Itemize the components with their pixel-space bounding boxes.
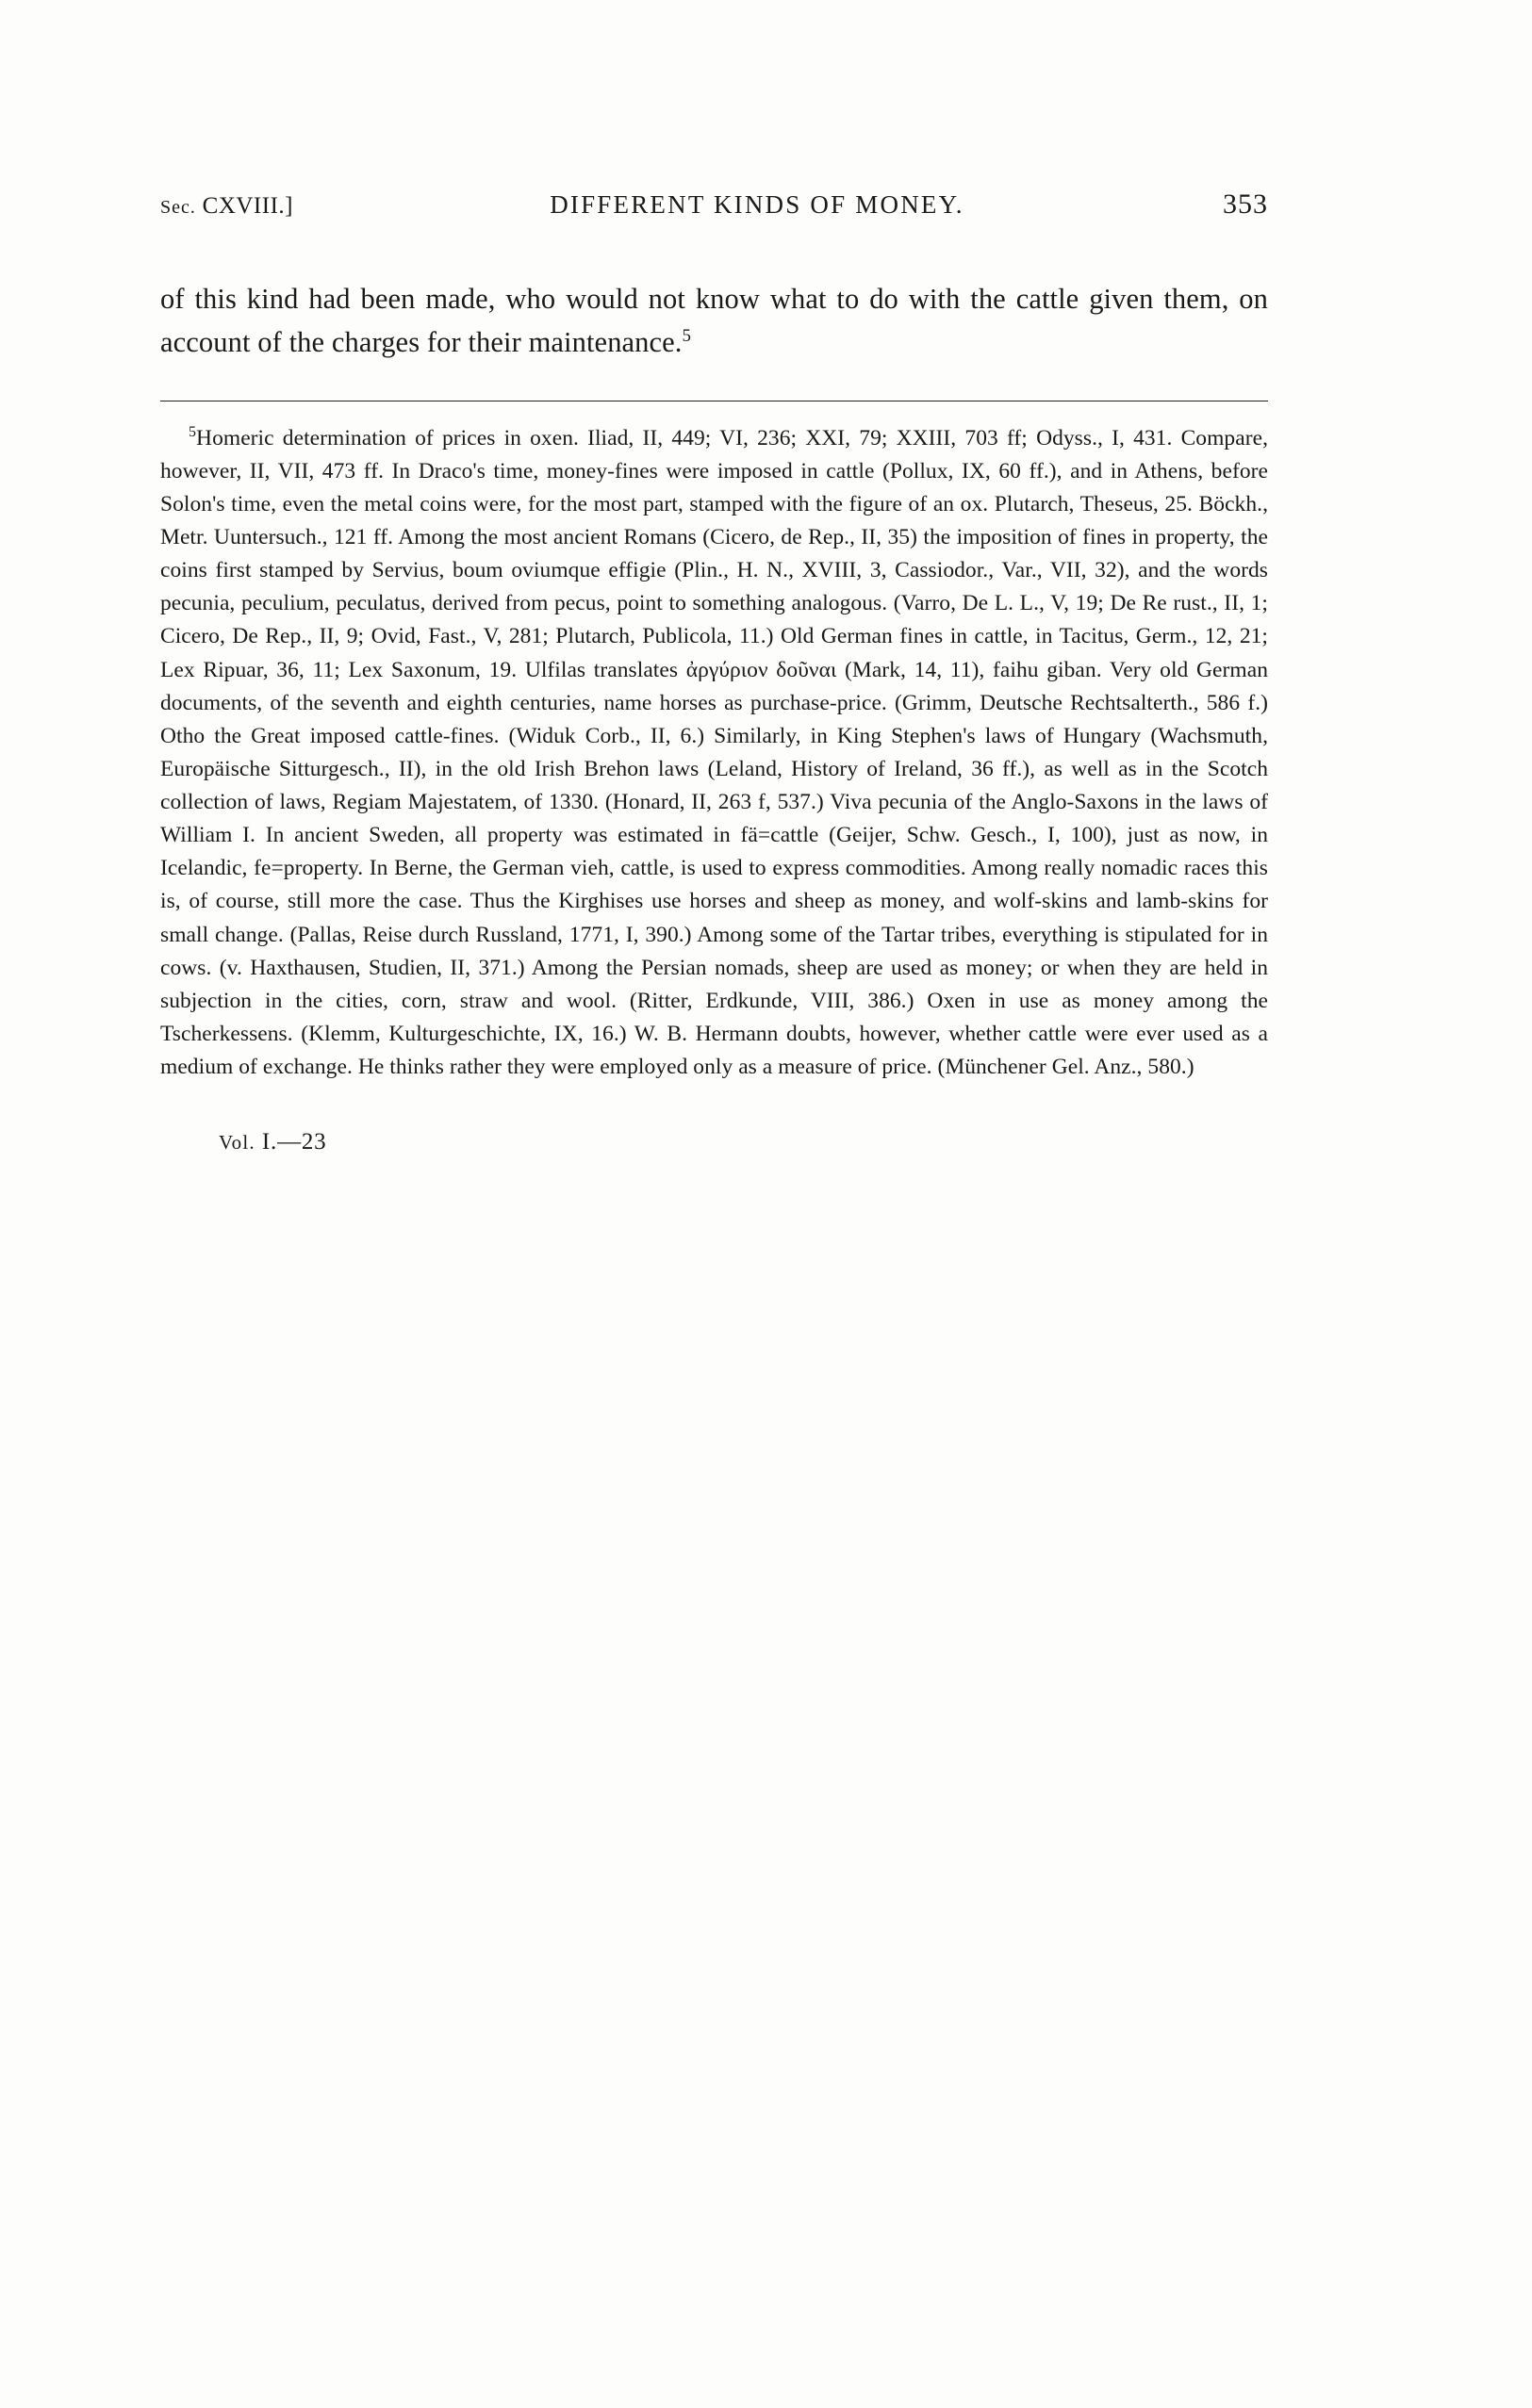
footnote-reference-marker[interactable]: 5 [682, 326, 692, 347]
page-content [160, 188, 1268, 1155]
volume-value: I.—23 [261, 1129, 327, 1155]
page-number: 353 [1223, 188, 1268, 220]
footnote-block [160, 422, 1268, 1085]
section-label: Sec. [160, 197, 196, 218]
volume-colophon [160, 1129, 1268, 1155]
volume-label: Vol. [219, 1131, 255, 1155]
body-paragraph [160, 277, 1268, 365]
section-number: CXVIII.] [202, 193, 293, 219]
running-head-title: DIFFERENT KINDS OF MONEY. [550, 190, 964, 219]
footnote-text: Homeric determination of prices in oxen. Iliad, II, 449; VI, 236; XXI, 79; XXIII, 703 ff; Odyss., I, 431. Compare, however, II, VII, 473 ff. In Draco's time, money-fines were imposed in cattle (Pollux, IX, 60 ff.), and in Athens, before Solon's time, even the metal coins were, for the most part, stamped with the figure of an ox. Plutarch, Theseus, 25. Böckh., Metr. Uuntersuch., 121 ff. Among the most ancient Romans (Cicero, de Rep., II, 35) the imposition of fines in property, the coins first stamped by Servius, boum oviumque effigie (Plin., H. N., XVIII, 3, Cassiodor., Var., VII, 32), and the words pecunia, peculium, peculatus, derived from pecus, point to something analogous. (Varro, De L. L., V, 19; De Re rust., II, 1; Cicero, De Rep., II, 9; Ovid, Fast., V, 281; Plutarch, Publicola, 11.) Old German fines in cattle, in Tacitus, Germ., 12, 21; Lex Ripuar, 36, 11; Lex Saxonum, 19. Ulfilas translates ἀργύριον δοῦναι (Mark, 14, 11), faihu giban. Very old German documents, of the seventh and eighth centuries, name horses as purchase-price. (Grimm, Deutsche Rechtsalterth., 586 f.) Otho the Great imposed cattle-fines. (Widuk Corb., II, 6.) Similarly, in King Stephen's laws of Hungary (Wachsmuth, Europäische Sitturgesch., II), in the old Irish Brehon laws (Leland, History of Ireland, 36 ff.), as well as in the Scotch collection of laws, Regiam Majestatem, of 1330. (Honard, II, 263 f, 537.) Viva pecunia of the Anglo-Saxons in the laws of William I. In ancient Sweden, all property was estimated in fä=cattle (Geijer, Schw. Gesch., I, 100), just as now, in Icelandic, fe=property. In Berne, the German vieh, cattle, is used to express commodities. Among really nomadic races this is, of course, still more the case. Thus the Kirghises use horses and sheep as money, and wolf-skins and lamb-skins for small change. (Pallas, Reise durch Russland, 1771, I, 390.) Among some of the Tartar tribes, everything is stipulated for in cows. (v. Haxthausen, Studien, II, 371.) Among the Persian nomads, sheep are used as money; or when they are held in subjection in the cities, corn, straw and wool. (Ritter, Erdkunde, VIII, 386.) Oxen in use as money among the Tscherkessens. (Klemm, Kulturgeschichte, IX, 16.) W. B. Hermann doubts, however, whether cattle were ever used as a medium of exchange. He thinks rather they were employed only as a measure of price. (Münchener Gel. Anz., 580.) [160, 425, 1268, 1080]
footnote-marker: 5 [189, 423, 197, 440]
footnote-indent [160, 426, 189, 450]
running-head [160, 188, 1268, 221]
running-head-section [160, 193, 293, 220]
body-paragraph-text: of this kind had been made, who would not know what to do with the cattle given them, on account of the charges for their maintenance. [160, 283, 1268, 359]
